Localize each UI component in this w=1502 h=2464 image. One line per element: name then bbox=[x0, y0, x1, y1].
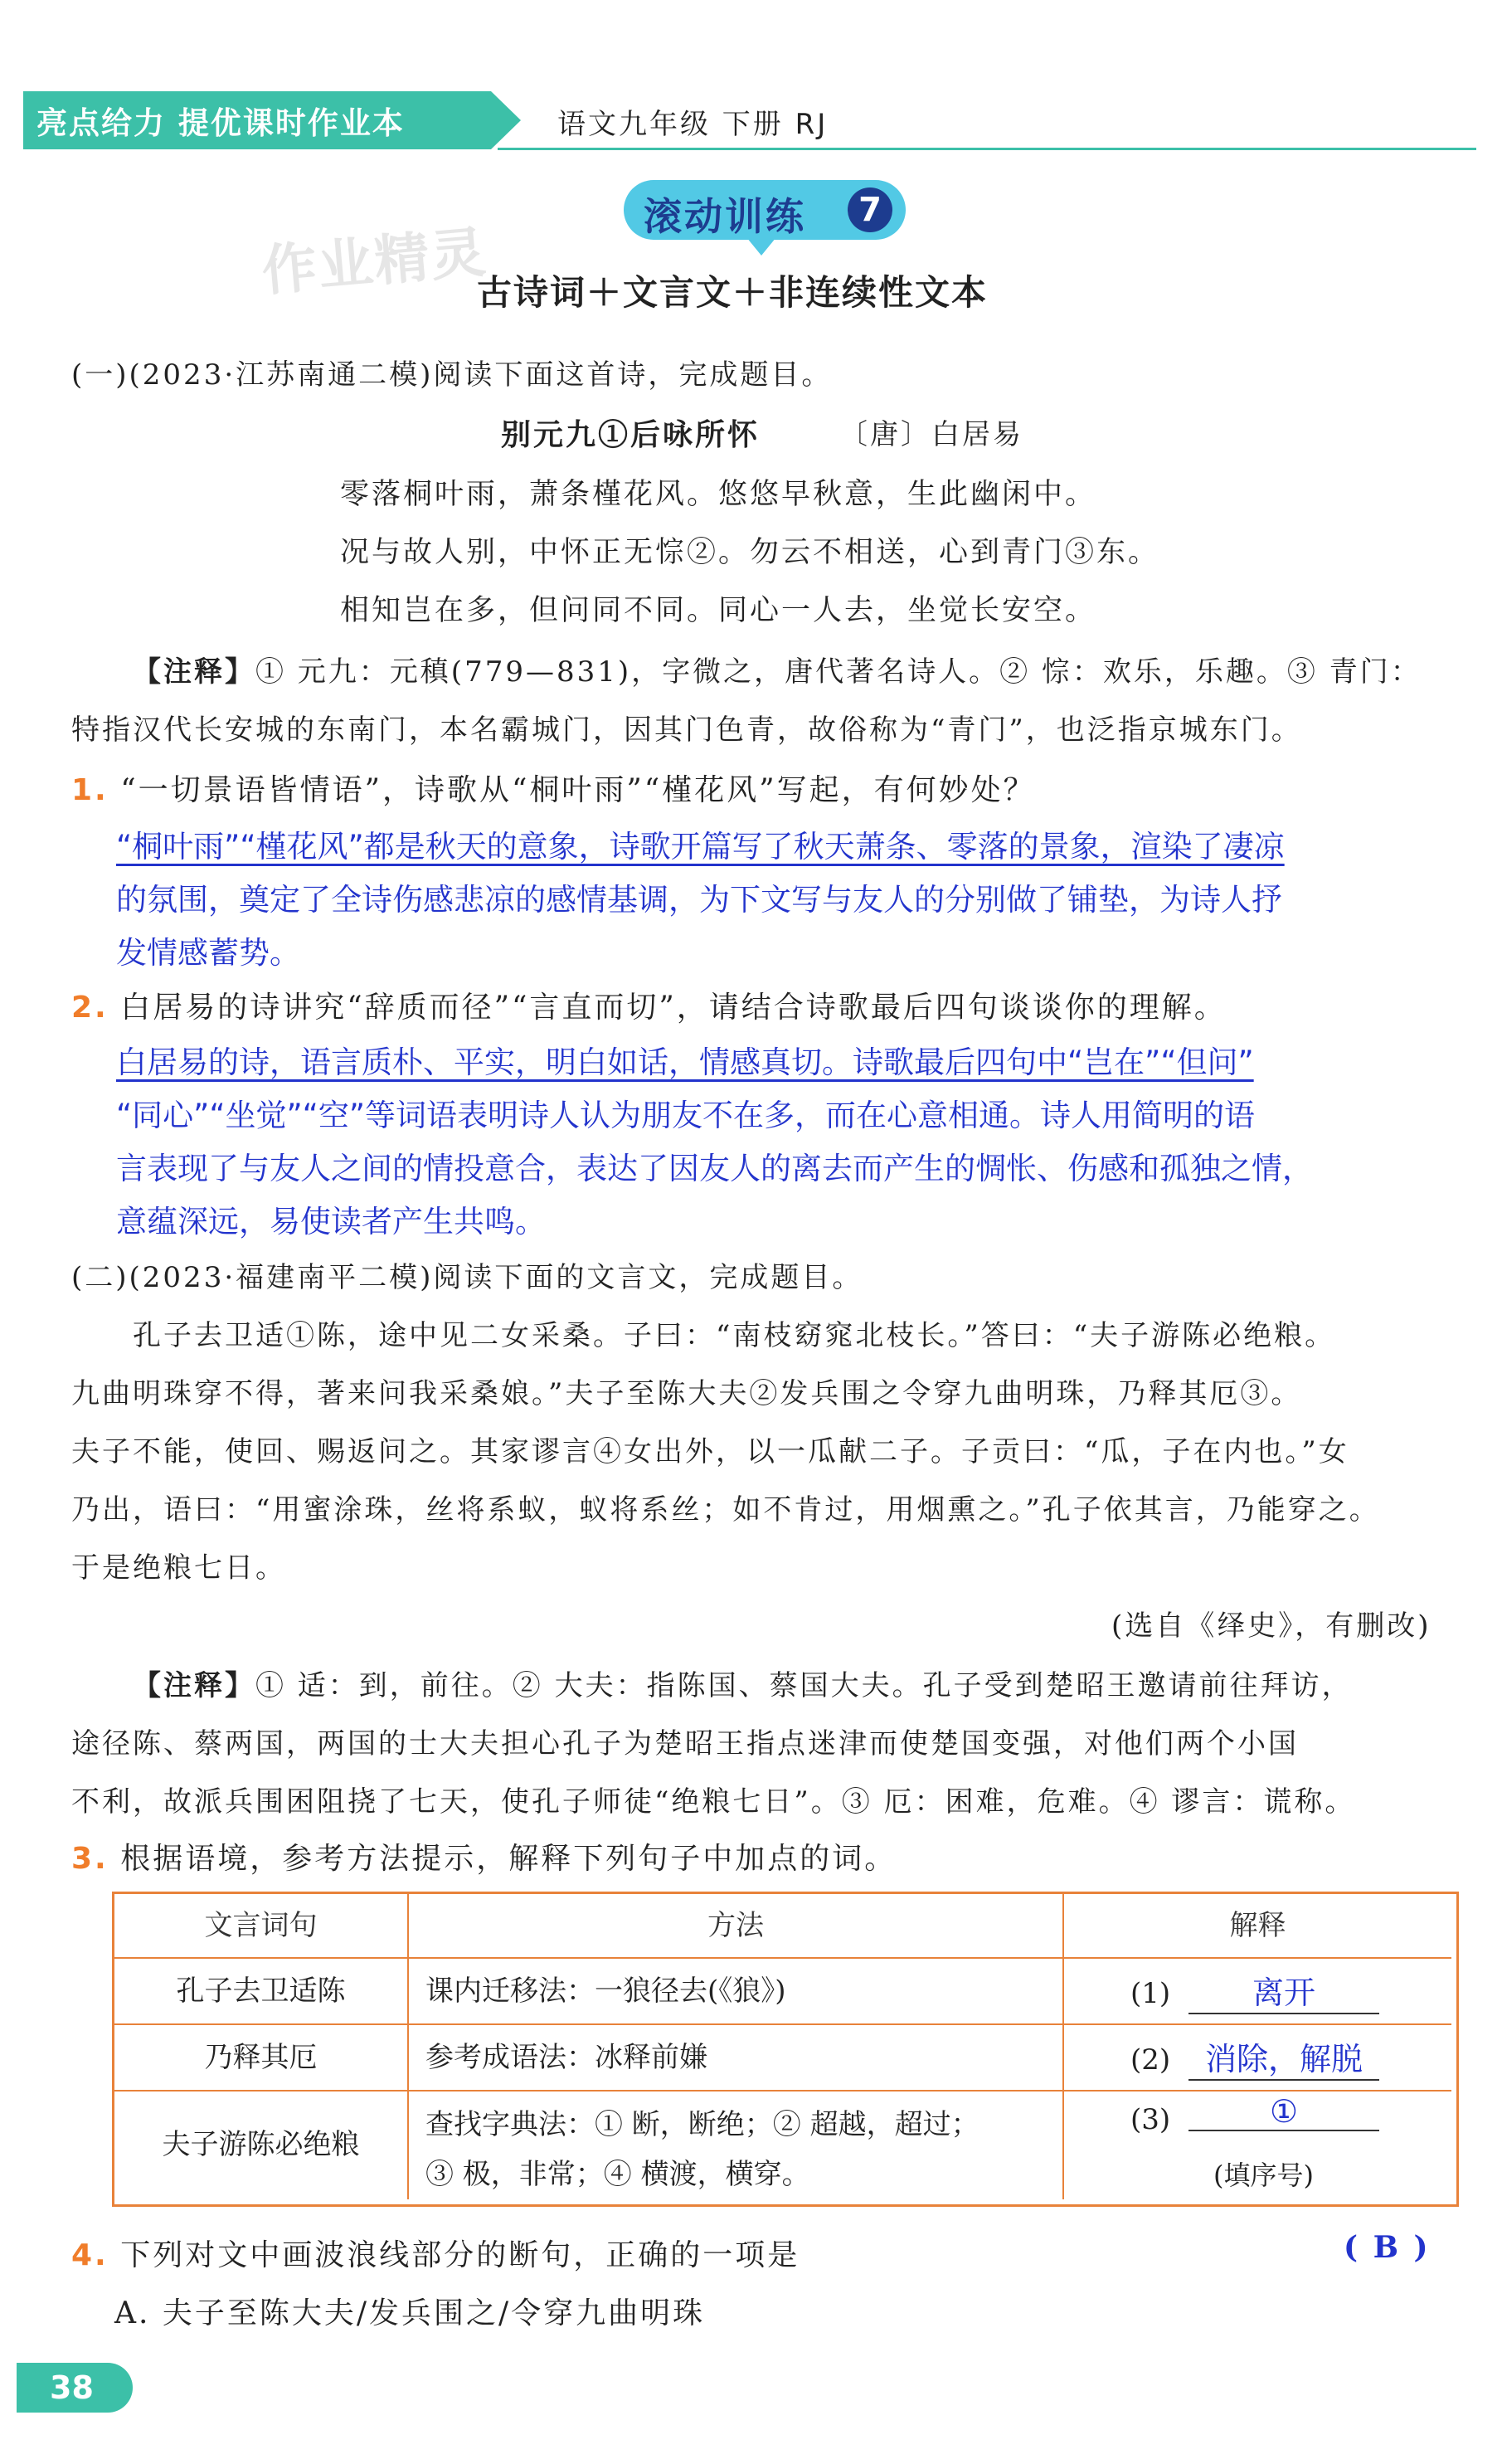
passage-line: 乃出，语曰：“用蜜涂珠，丝将系蚁，蚁将系丝；如不肯过，用烟熏之。”孔子依其言，乃能穿之。 bbox=[71, 1493, 1380, 1527]
question-1 bbox=[71, 767, 1036, 809]
notes-label: 【注释】 bbox=[133, 1669, 255, 1702]
book-title: 亮点给力 提优课时作业本 bbox=[36, 105, 405, 141]
vocab-table bbox=[112, 1892, 1459, 2207]
table-cell-phrase: 乃释其厄 bbox=[114, 2025, 409, 2091]
poem-line: 相知岂在多，但问同不同。同心一人去，坐觉长安空。 bbox=[340, 594, 1097, 627]
answer-value[interactable]: 消除，解脱 bbox=[1188, 2033, 1379, 2081]
passage-line: 夫子不能，使回、赐返问之。其家谬言④女出外，以一瓜献二子。子贡曰：“瓜，子在内也。”女 bbox=[71, 1435, 1349, 1468]
answer-1-line[interactable]: “桐叶雨”“槿花风”都是秋天的意象，诗歌开篇写了秋天萧条、零落的景象，渲染了凄凉 bbox=[116, 829, 1285, 864]
question-2 bbox=[71, 984, 1227, 1026]
method-line: 查找字典法：① 断，断绝；② 超越，超过； bbox=[425, 2108, 979, 2141]
section-subtitle: 古诗词＋文言文＋非连续性文本 bbox=[477, 272, 989, 313]
badge-pointer bbox=[746, 237, 776, 256]
part2-heading: (二)(2023·福建南平二模)阅读下面的文言文，完成题目。 bbox=[71, 1261, 863, 1294]
question-number: 4. bbox=[71, 2238, 109, 2272]
table-header: 文言词句 bbox=[114, 1894, 409, 1959]
book-subject: 语文九年级 下册 RJ bbox=[557, 108, 829, 141]
page-number: 38 bbox=[17, 2363, 133, 2413]
notes-2-cont: 途径陈、蔡两国，两国的士大夫担心孔子为楚昭王指点迷津而使楚国变强，对他们两个小国 bbox=[71, 1727, 1299, 1760]
answer-2-line[interactable]: “同心”“坐觉”“空”等词语表明诗人认为朋友不在多，而在心意相通。诗人用简明的语 bbox=[116, 1098, 1256, 1133]
answer-hint: (填序号) bbox=[1213, 2160, 1314, 2191]
answer-1-line[interactable]: 的氛围，奠定了全诗伤感悲凉的感情基调，为下文写与友人的分别做了铺垫，为诗人抒 bbox=[116, 882, 1282, 918]
table-cell-answer bbox=[1064, 2025, 1451, 2091]
table-cell-method bbox=[409, 2091, 1064, 2199]
notes-text: ① 适：到，前往。② 大夫：指陈国、蔡国大夫。孔子受到楚昭王邀请前往拜访， bbox=[255, 1669, 1353, 1702]
question-text: “一切景语皆情语”，诗歌从“桐叶雨”“槿花风”写起，有何妙处？ bbox=[120, 773, 1036, 807]
question-number: 3. bbox=[71, 1842, 109, 1876]
poem-line: 零落桐叶雨，萧条槿花风。悠悠早秋意，生此幽闲中。 bbox=[340, 478, 1097, 511]
notes-label: 【注释】 bbox=[133, 655, 255, 689]
passage-line: 于是绝粮七日。 bbox=[71, 1551, 286, 1585]
notes-2 bbox=[133, 1663, 1353, 1703]
notes-2-cont: 不利，故派兵围困阻挠了七天，使孔子师徒“绝粮七日”。③ 厄：困难，危难。④ 谬言：谎称。 bbox=[71, 1785, 1356, 1819]
part1-heading: (一)(2023·江苏南通二模)阅读下面这首诗，完成题目。 bbox=[71, 358, 833, 392]
question-3 bbox=[71, 1835, 897, 1877]
answer-index: (1) bbox=[1130, 1977, 1171, 2010]
table-cell-phrase: 夫子游陈必绝粮 bbox=[114, 2091, 409, 2199]
notes-1-cont: 特指汉代长安城的东南门，本名霸城门，因其门色青，故俗称为“青门”，也泛指京城东门。 bbox=[71, 713, 1302, 747]
table-cell-answer bbox=[1064, 2091, 1451, 2199]
table-cell-answer bbox=[1064, 1959, 1451, 2025]
question-4 bbox=[71, 2232, 800, 2274]
poem-author: 〔唐〕白居易 bbox=[839, 418, 1023, 451]
question-text: 根据语境，参考方法提示，解释下列句子中加点的词。 bbox=[120, 1842, 897, 1876]
answer-2-line[interactable]: 意蕴深远，易使读者产生共鸣。 bbox=[116, 1204, 546, 1239]
question-text: 下列对文中画波浪线部分的断句，正确的一项是 bbox=[120, 2238, 800, 2272]
question-number: 1. bbox=[71, 773, 109, 807]
passage-line: 九曲明珠穿不得，著来问我采桑娘。”夫子至陈大夫②发兵围之令穿九曲明珠，乃释其厄③。 bbox=[71, 1377, 1302, 1410]
table-cell-method: 参考成语法：冰释前嫌 bbox=[409, 2025, 1064, 2091]
header-divider bbox=[498, 148, 1476, 150]
poem-line: 况与故人别，中怀正无悰②。勿云不相送，心到青门③东。 bbox=[340, 536, 1160, 569]
section-number: 7 bbox=[848, 187, 892, 232]
answer-2-line[interactable]: 言表现了与友人之间的情投意合，表达了因友人的离去而产生的惆怅、伤感和孤独之情， bbox=[116, 1151, 1313, 1186]
poem-title: 别元九①后咏所怀 bbox=[501, 417, 761, 452]
section-title-badge bbox=[624, 180, 906, 240]
table-cell-method: 课内迁移法：一狼径去(《狼》) bbox=[409, 1959, 1064, 2025]
answer-value[interactable]: 离开 bbox=[1188, 1967, 1379, 2014]
answer-1-line[interactable]: 发情感蓄势。 bbox=[116, 935, 300, 971]
passage-source: (选自《绎史》，有删改) bbox=[1111, 1609, 1432, 1643]
section-title: 滚动训练 bbox=[644, 194, 806, 239]
table-cell-phrase: 孔子去卫适陈 bbox=[114, 1959, 409, 2025]
answer-2-line[interactable]: 白居易的诗，语言质朴、平实，明白如话，情感真切。诗歌最后四句中“岂在”“但问” bbox=[116, 1045, 1254, 1080]
answer-index: (3) bbox=[1130, 2103, 1171, 2136]
answer-value[interactable]: ① bbox=[1188, 2093, 1379, 2131]
question-4-answer[interactable]: ( B ) bbox=[1344, 2230, 1431, 2265]
method-line: ③ 极，非常；④ 横渡，横穿。 bbox=[425, 2158, 810, 2191]
table-header: 方法 bbox=[409, 1894, 1064, 1959]
question-text: 白居易的诗讲究“辞质而径”“言直而切”，请结合诗歌最后四句谈谈你的理解。 bbox=[120, 991, 1227, 1025]
notes-text: ① 元九：元稹(779—831)，字微之，唐代著名诗人。② 悰：欢乐，乐趣。③ 青门： bbox=[255, 655, 1422, 689]
option-a[interactable]: A. 夫子至陈大夫/发兵围之/令穿九曲明珠 bbox=[114, 2296, 706, 2330]
notes-1 bbox=[133, 649, 1422, 689]
answer-index: (2) bbox=[1130, 2043, 1171, 2077]
passage-line: 孔子去卫适①陈，途中见二女采桑。子曰：“南枝窈窕北枝长。”答曰：“夫子游陈必绝粮。 bbox=[133, 1319, 1336, 1352]
watermark: 作业精灵 bbox=[259, 220, 490, 304]
question-number: 2. bbox=[71, 991, 109, 1025]
table-header: 解释 bbox=[1064, 1894, 1451, 1959]
